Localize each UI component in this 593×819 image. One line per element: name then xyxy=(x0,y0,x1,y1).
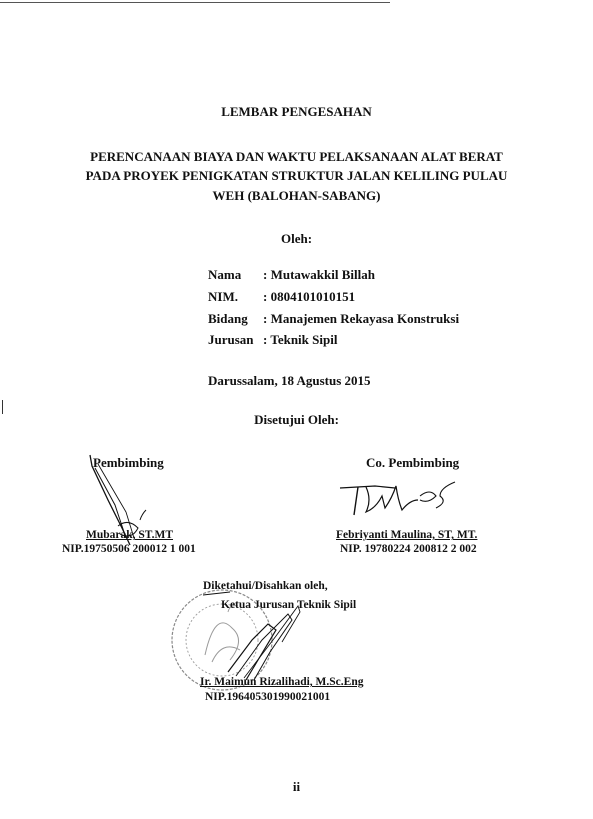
place-date: Darussalam, 18 Agustus 2015 xyxy=(208,373,371,388)
supervisor-role: Pembimbing xyxy=(93,455,164,470)
endorsement-line-2: Ketua Jurusan Teknik Sipil xyxy=(221,599,357,611)
identity-value: : Manajemen Rekayasa Konstruksi xyxy=(263,311,460,326)
approved-by-label: Disetujui Oleh: xyxy=(254,412,339,427)
identity-value: : Teknik Sipil xyxy=(263,332,338,347)
endorsement-name: Ir. Maimun Rizalihadi, M.Sc.Eng xyxy=(200,676,364,688)
by-label: Oleh: xyxy=(280,231,313,246)
co-supervisor-nip: NIP. 19780224 200812 2 002 xyxy=(340,543,477,555)
page-number: ii xyxy=(292,779,301,794)
endorsement-line-1: Diketahui/Disahkan oleh, xyxy=(203,580,328,592)
supervisor-nip: NIP.19750506 200012 1 001 xyxy=(62,543,196,555)
thesis-title-line-1: PERENCANAAN BIAYA DAN WAKTU PELAKSANAAN ALAT BERAT xyxy=(90,149,503,164)
co-supervisor-name: Febriyanti Maulina, ST, MT. xyxy=(336,529,478,541)
thesis-title-line-2: PADA PROYEK PENIGKATAN STRUKTUR JALAN KELILING PULAU xyxy=(85,168,508,183)
endorsement-nip: NIP.196405301990021001 xyxy=(205,691,331,703)
identity-label: Bidang xyxy=(208,311,248,326)
identity-label: NIM. xyxy=(208,289,238,304)
identity-label: Nama xyxy=(208,267,242,282)
supervisor-name: Mubarak, ST.MT xyxy=(86,529,174,541)
identity-value: : Mutawakkil Billah xyxy=(263,267,375,282)
page-title: LEMBAR PENGESAHAN xyxy=(221,104,372,119)
identity-value: : 0804101010151 xyxy=(263,289,356,304)
identity-label: Jurusan xyxy=(208,332,254,347)
thesis-title-line-3: WEH (BALOHAN-SABANG) xyxy=(212,188,381,203)
co-supervisor-role: Co. Pembimbing xyxy=(366,455,460,470)
